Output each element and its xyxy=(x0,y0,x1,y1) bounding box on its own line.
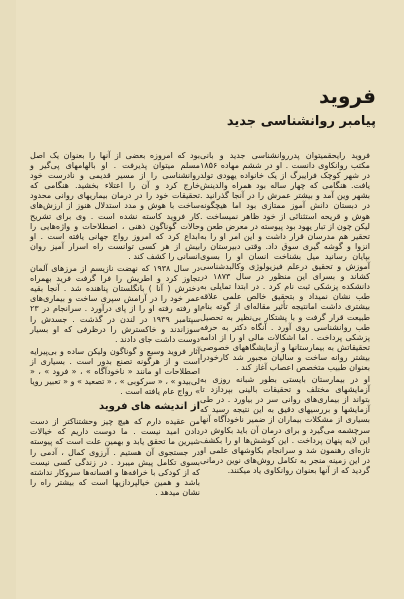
right-text-column xyxy=(200,151,370,476)
article-title: فروید xyxy=(318,84,376,108)
left-paragraph-4: من عقیده دارم که هیچ چیز وحشتناکتر از دست دادن امید نیست . ما دوست داریم که خیالات شیرین ما تحقق یابد و بهمین علت است که پیوسته در جستجوی آن هستیم . آرزوی کمال ، آدمی را بسوی تکامل پیش میبرد . در زندگی کسی نیست که از کودکی با خرافه‌ها و افسانه‌ها سروکار نداشته باشد و همین خیالپردازیها است که بیشتر راه را نشان میدهد . xyxy=(30,417,200,497)
left-paragraph-2: در سال ۱۹۳۸ که نهضت نازیسم از مرزهای آلمان تجاوز کرد و اطریش را فرا گرفت فرید بهمراه دخترش ( آنا ) بانگلستان پناهنده شد . آنجا بقیه عمر خود را در آرامش سپری ساخت و بیماری‌های او رفته رفته او را از پای درآورد . سرانجام در ۲۳ سپتامبر ۱۹۳۹ در لندن در گذشت . جسدش را سوزاندند و خاکسترش را درظرفی که او بسیار دوست داشت جای دادند . xyxy=(30,264,201,344)
section-heading: از اندیشه های فروید xyxy=(99,401,200,413)
right-paragraph-1: فروید رایحقمیتوان پدرروانشناسی جدید و بانی مکتب روانکاوی دانست . او در ششم مهاده ۱۸۵۶ در شهر کوچک فرایبرگ از یک خانواده یهودی تولد یافت. هنگامی که چهار ساله بود همراه والدینش بشهر وین آمد و بیشتر عمرش را در آنجا گذرانید . در دبستان دانش آموز ممتازی بود اما هیچگونه هوش و قریحه استثنائی از خود ظاهر نمیساخت . لیکن چون از تبار یهود بود پیوسته در معرض طعن و تحقیر هم مدرسان قرار داشت و این امر او را به انزوا و گوشه گیری سوق داد. وقتی دبیرستان را بپایان رسانید میل بشناخت انسان او را بسوی آموزش و تحقیق درعلم فیزیولوژی وکالبدشناسی کشاند و بسرای این منظور در سال ۱۸۷۳ در دانشکده پزشکی ثبت نام کرد . در ابتدا تمایلی به طب نشان نمیداد و بتحقیق خالص علمی علاقه بیشتری داشت امانتیجه تأثیر مقاله‌ای از گوته بنام طبیعت قرار گرفت و با پشتکار بی‌نظیر به تحصیل طب روانشناسی روی آورد . آنگاه دکتر به حرفه پزشکی پرداخت . اما اشکالات مالی او را از ادامه تحقیقاتش به بیمارستانها و آزمایشگاههای خصوصی بیشتر روانه ساخت و سالیان مجبور شد کارخودرا بعنوان طبیب متخصص اعصاب آغاز کند . xyxy=(200,151,370,372)
left-text-column xyxy=(30,151,200,498)
right-paragraph-2: او در بیمارستان بایستی بطور شبانه روزی به آزمایشهای مختلف و تحقیقات بالینی بپردازد تا بتواند از بیماری‌های روانی سر در بیاورد . در طی آزمایشها و بررسیهای دقیق به این نتیجه رسید که بسیاری از مشکلات بیماران از ضمیر ناخودآگاه آنها سرچشمه می‌گیرد و برای درمان آن باید بکاوش در این لایه پنهان پرداخت . این کوشش‌ها او را بکشف تازه‌ای رهنمون شد و سرانجام بکاوشهای علمی او در این زمینه منجر به تکامل روش‌های نوین درمانی گردید که از آنها بعنوان روانکاوی یاد میکنند. xyxy=(200,375,370,475)
left-paragraph-1: بود که امروزه بعضی از آنها را بعنوان یک اصل مسلم میتوان پذیرفت . او بالهامهای پی‌گیر و روانشناسی را از مسیر قدیمی و نادرست خود خارج کرد و آن را اعتلاء بخشید. هنگامی که تحقیقات خود را در درمان بیماریهای روانی محدود ساخت با هوش و مدد استدلال هنوز از ارزش‌های کار فروید کاسته نشده است . وی برای تشریح حالات گوناگون ذهنی ، اصطلاحات و واژه‌هایی را ابداع کرد که امروز رواج جهانی یافته است . او بیش از هر کسی توانست راه اسرار آمیز روان انسانی را کشف کند . xyxy=(30,151,200,261)
left-paragraph-3: آثار فروید وسیع و گوناگون ولیکن ساده و بی‌پیرایه است و از هرگونه تصنع بدور است . بسیاری از اصطلاحات او مانند « ناخودآگاه » ، « فرود » ، « لی‌بیدو » ، « سرکوبی » ، « تصعید » و « تعبیر رویا » رواج عام یافته است . xyxy=(30,346,200,397)
article-heading xyxy=(146,86,376,130)
article-subtitle: پیامبر روانشناسی جدید xyxy=(226,114,376,129)
